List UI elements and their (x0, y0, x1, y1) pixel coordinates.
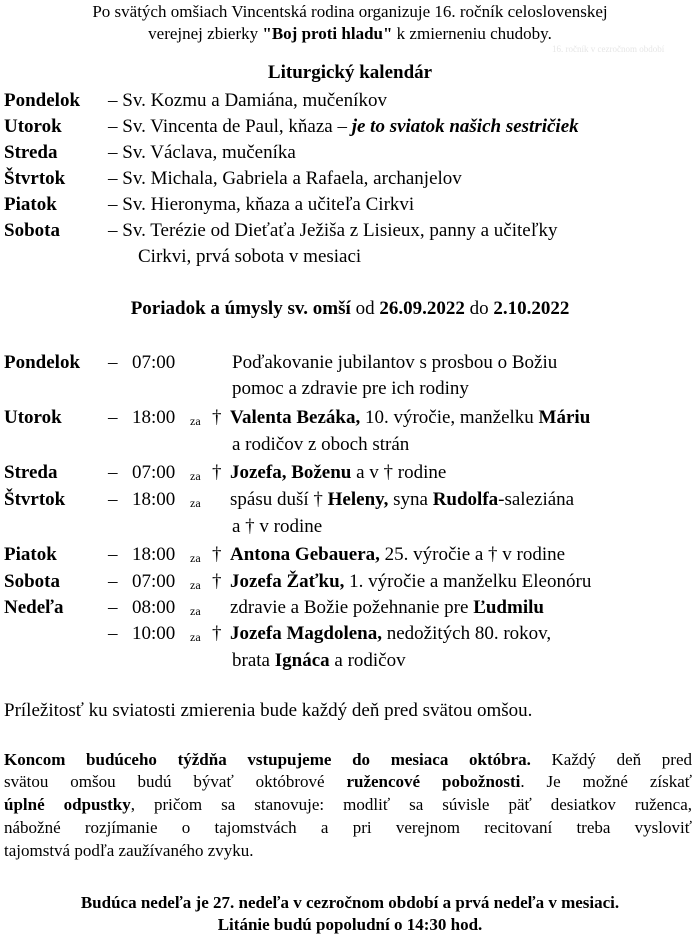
za-label: za (190, 469, 201, 483)
mass-dash: – (108, 597, 118, 618)
mass-day: Štvrtok (4, 489, 66, 510)
calendar-day: Utorok (4, 116, 62, 137)
mass-dash: – (108, 623, 118, 644)
calendar-entry: – Sv. Kozmu a Damiána, mučeníkov (108, 90, 387, 111)
mass-intention (230, 623, 551, 645)
mass-name: Jozefa, Boženu (230, 462, 352, 483)
intro-line-1 (0, 2, 700, 22)
mass-intention (230, 489, 574, 511)
october-text: svätou omšou budú bývať októbrové (4, 772, 347, 791)
mass-time: 18:00 (132, 407, 176, 428)
date-from: 26.09.2022 (379, 298, 465, 319)
intro-text-2b: k zmierneniu chudoby. (392, 24, 552, 43)
mass-dash: – (108, 352, 118, 373)
mass-time: 07:00 (132, 352, 176, 373)
mass-intention: Poďakovanie jubilantov s prosbou o Božiu (232, 352, 558, 373)
mass-dash: – (108, 544, 118, 565)
mass-time: 08:00 (132, 597, 176, 618)
mass-name: Antona Gebauera, (230, 544, 380, 565)
mass-intention (230, 597, 544, 619)
masses-title-from: od (350, 298, 380, 319)
calendar-day: Piatok (4, 194, 57, 215)
mass-name: Máriu (538, 407, 591, 428)
mass-name: Jozefa Magdolena, (230, 623, 382, 644)
october-text: Každý deň pred (530, 750, 692, 769)
calendar-entry-continued: Cirkvi, prvá sobota v mesiaci (138, 246, 362, 267)
mass-intention-text: 10. výročie, manželku (360, 407, 539, 428)
mass-time: 18:00 (132, 544, 176, 565)
mass-day: Pondelok (4, 352, 81, 373)
mass-intention (230, 462, 446, 484)
za-label: za (190, 496, 201, 510)
calendar-entry-emphasis: je to sviatok našich sestričiek (351, 116, 579, 137)
rosary-devotions: ružencové pobožnosti (346, 772, 521, 791)
mass-intention (230, 407, 590, 429)
mass-time: 07:00 (132, 462, 176, 483)
mass-dash: – (108, 462, 118, 483)
october-line-2 (4, 772, 692, 792)
calendar-row (4, 90, 80, 112)
mass-intention-text: 25. výročie a † v rodine (379, 544, 566, 565)
october-text: . Je možné získať (520, 772, 693, 791)
calendar-entry-text: – Sv. Vincenta de Paul, kňaza – (108, 116, 352, 137)
litany-note: Litánie budú popoludní o 14:30 hod. (217, 915, 483, 934)
za-label: za (190, 578, 201, 592)
mass-intention-text: nedožitých 80. rokov, (381, 623, 552, 644)
masses-title-to: do (464, 298, 494, 319)
calendar-entry: – Sv. Terézie od Dieťaťa Ježiša z Lisieux, panny a učiteľky (108, 220, 558, 241)
october-line-1 (4, 750, 692, 770)
mass-intention-text: a v † rodine (351, 462, 447, 483)
mass-dash: – (108, 489, 118, 510)
mass-time: 07:00 (132, 571, 176, 592)
campaign-name: "Boj proti hladu" (262, 24, 393, 43)
za-label: za (190, 630, 201, 644)
dagger-symbol: † (212, 544, 222, 565)
october-text: , pričom sa stanovuje: modliť sa súvisle päť desiatkov ruženca, (130, 795, 693, 814)
mass-intention (230, 544, 565, 566)
plenary-indulgence: úplné odpustky (4, 795, 131, 814)
za-label: za (190, 551, 201, 565)
intro-line-2 (0, 24, 700, 44)
confession-note: Príležitosť ku sviatosti zmierenia bude každý deň pred svätou omšou. (4, 700, 533, 721)
masses-title-text: Poriadok a úmysly sv. omší (130, 298, 351, 319)
october-line-5: tajomstvá podľa zaužívaného zvyku. (4, 841, 254, 860)
mass-dash: – (108, 571, 118, 592)
mass-intention-text: a rodičov (329, 650, 406, 671)
calendar-day: Pondelok (4, 90, 81, 111)
mass-intention-continued: a † v rodine (232, 516, 323, 537)
mass-day: Streda (4, 462, 58, 483)
mass-intention-text: 1. výročie a manželku Eleonóru (344, 571, 592, 592)
mass-intention-text: zdravie a Božie požehnanie pre (230, 597, 474, 618)
masses-title (0, 298, 700, 320)
mass-day: Piatok (4, 544, 57, 565)
mass-intention-continued: a rodičov z oboch strán (232, 434, 410, 455)
dagger-symbol: † (212, 623, 222, 644)
mass-intention-text: brata (232, 650, 275, 671)
faint-watermark-text: 16. ročník v cezročnom období (552, 44, 665, 54)
mass-name: Ľudmilu (473, 597, 544, 618)
mass-intention-text: syna (388, 489, 433, 510)
mass-name: Valenta Bezáka, (230, 407, 361, 428)
dagger-symbol: † (212, 407, 222, 428)
date-to: 2.10.2022 (493, 298, 570, 319)
dagger-symbol: † (212, 462, 222, 483)
mass-intention (230, 571, 591, 593)
calendar-day: Sobota (4, 220, 60, 241)
mass-day: Nedeľa (4, 597, 64, 618)
intro-text-1: Po svätých omšiach Vincentská rodina organizuje 16. ročník celoslovenskej (92, 2, 608, 21)
mass-intention-continued: pomoc a zdravie pre ich rodiny (232, 378, 469, 399)
october-line-4: nábožné rozjímanie o tajomstvách a pri verejnom recitovaní treba vysloviť (4, 818, 692, 837)
next-sunday-note: Budúca nedeľa je 27. nedeľa v cezročnom období a prvá nedeľa v mesiaci. (80, 893, 620, 912)
mass-name: Heleny, (327, 489, 389, 510)
mass-name: Jozefa Žaťku, (230, 571, 345, 592)
mass-time: 10:00 (132, 623, 176, 644)
za-label: za (190, 414, 201, 428)
mass-time: 18:00 (132, 489, 176, 510)
mass-name: Ignáca (274, 650, 330, 671)
calendar-entry (108, 116, 579, 138)
calendar-day: Streda (4, 142, 58, 163)
october-heading: Koncom budúceho týždňa vstupujeme do mesiaca októbra. (4, 750, 531, 769)
intro-text-2a: verejnej zbierky (148, 24, 263, 43)
dagger-symbol: † (212, 571, 222, 592)
mass-day: Utorok (4, 407, 62, 428)
calendar-title: Liturgický kalendár (267, 62, 433, 83)
calendar-entry: – Sv. Michala, Gabriela a Rafaela, archanjelov (108, 168, 462, 189)
calendar-entry: – Sv. Václava, mučeníka (108, 142, 296, 163)
mass-intention-text: -saleziána (498, 489, 575, 510)
mass-dash: – (108, 407, 118, 428)
calendar-day: Štvrtok (4, 168, 66, 189)
calendar-entry: – Sv. Hieronyma, kňaza a učiteľa Cirkvi (108, 194, 415, 215)
october-line-3 (4, 795, 692, 815)
mass-day: Sobota (4, 571, 60, 592)
za-label: za (190, 604, 201, 618)
mass-name: Rudolfa (432, 489, 499, 510)
mass-intention-continued (232, 650, 406, 672)
mass-intention-text: spásu duší † (230, 489, 328, 510)
